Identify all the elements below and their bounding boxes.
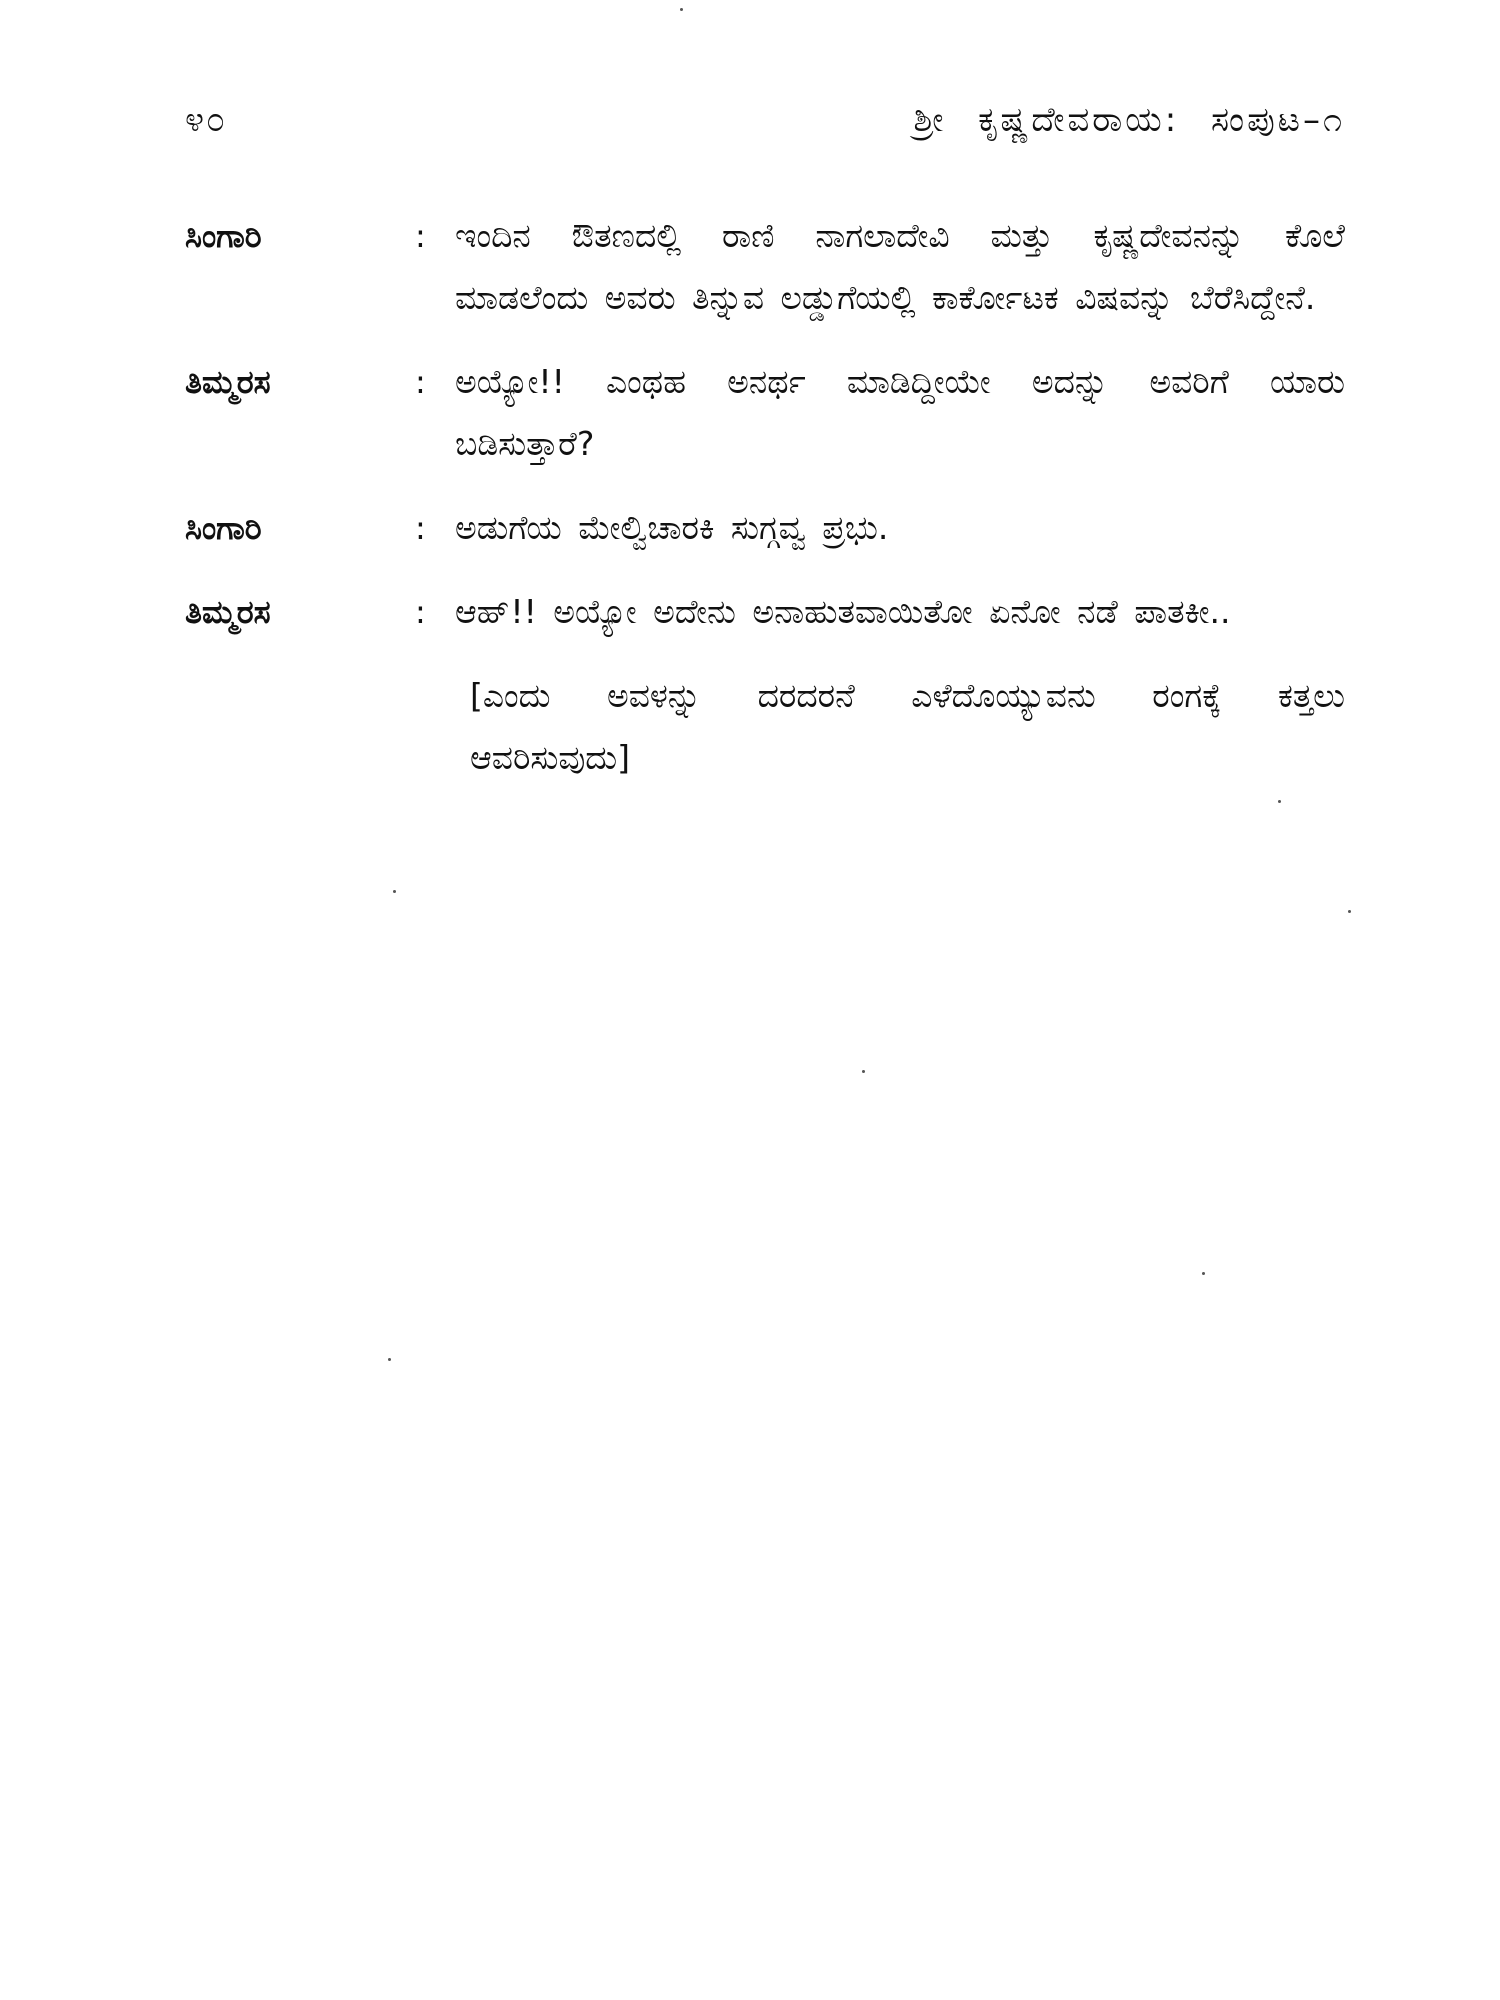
- scan-speck: [1348, 910, 1351, 913]
- dialogue-turn: [185, 497, 1345, 559]
- speech-text: ಅಯ್ಯೋ!! ಎಂಥಹ ಅನರ್ಥ ಮಾಡಿದ್ದೀಯೇ ಅದನ್ನು ಅವರಿಗೆ ಯಾರು ಬಡಿಸುತ್ತಾರೆ?: [455, 362, 1345, 463]
- scan-speck: [1278, 800, 1281, 803]
- speaker-colon: :: [415, 363, 426, 401]
- stage-direction: [ಎಂದು ಅವಳನ್ನು ದರದರನೆ ಎಳೆದೊಯ್ಯುವನು ರಂಗಕ್ಕೆ ಕತ್ತಲು ಆವರಿಸುವುದು]: [470, 676, 1345, 777]
- speaker-colon: :: [415, 593, 426, 631]
- dialogue-section: [185, 205, 1345, 789]
- speaker-name: ತಿಮ್ಮರಸ: [185, 363, 271, 401]
- scan-speck: [393, 890, 396, 893]
- running-title: ಶ್ರೀ ಕೃಷ್ಣದೇವರಾಯ: ಸಂಪುಟ–೧: [913, 100, 1345, 140]
- speaker-colon: :: [415, 217, 426, 255]
- scan-speck: [1202, 1272, 1205, 1275]
- speech-text: ಆಹ್!! ಅಯ್ಯೋ ಅದೇನು ಅನಾಹುತವಾಯಿತೋ ಏನೋ ನಡೆ ಪಾತಕೀ..: [455, 592, 1231, 631]
- speaker-name: ತಿಮ್ಮರಸ: [185, 593, 271, 631]
- dialogue-turn: [185, 351, 1345, 475]
- speech-text: ಇಂದಿನ ಔತಣದಲ್ಲಿ ರಾಣಿ ನಾಗಲಾದೇವಿ ಮತ್ತು ಕೃಷ್ಣದೇವನನ್ನು ಕೊಲೆ ಮಾಡಲೆಂದು ಅವರು ತಿನ್ನುವ ಲಡ್ಡುಗೆಯಲ್ಲಿ ಕಾರ್ಕೋಟಕ ವಿಷವನ್ನು ಬೆರೆಸಿದ್ದೇನೆ.: [455, 216, 1345, 317]
- scan-speck: [680, 8, 683, 11]
- speech-text: ಅಡುಗೆಯ ಮೇಲ್ವಿಚಾರಕಿ ಸುಗ್ಗವ್ವ ಪ್ರಭು.: [455, 508, 889, 547]
- scan-speck: [862, 1070, 865, 1073]
- scan-speck: [388, 1358, 391, 1361]
- page-header: [185, 90, 1345, 150]
- dialogue-turn: [185, 581, 1345, 643]
- page-number: ೪೦: [185, 100, 228, 140]
- speaker-name: ಸಿಂಗಾರಿ: [185, 509, 262, 547]
- speaker-colon: :: [415, 509, 426, 547]
- dialogue-turn: [185, 205, 1345, 329]
- speaker-name: ಸಿಂಗಾರಿ: [185, 217, 262, 255]
